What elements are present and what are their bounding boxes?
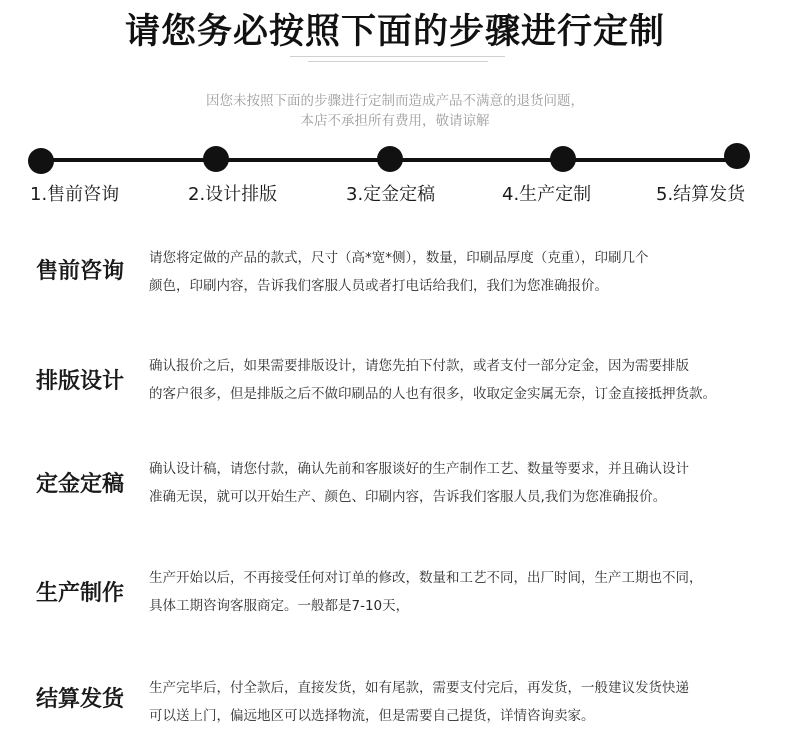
step-dot-3	[377, 146, 403, 172]
step-label-3: 3.定金定稿	[346, 184, 436, 205]
section-body-settlement	[149, 674, 779, 730]
section-body-deposit	[149, 455, 779, 511]
section-text-line: 确认报价之后，如果需要排版设计，请您先拍下付款，或者支付一部分定金，因为需要排版	[149, 358, 689, 374]
section-text-line: 请您将定做的产品的款式，尺寸（高*宽*侧），数量，印刷品厚度（克重），印刷几个	[149, 250, 649, 266]
divider	[308, 61, 488, 62]
section-text-line: 生产开始以后，不再接受任何对订单的修改，数量和工艺不同，出厂时间，生产工期也不同，	[149, 570, 703, 586]
section-text-line: 确认设计稿，请您付款，确认先前和客服谈好的生产制作工艺、数量等要求，并且确认设计	[149, 461, 689, 477]
section-title-deposit: 定金定稿	[36, 472, 125, 497]
step-dot-1	[28, 148, 54, 174]
step-dot-5	[724, 143, 750, 169]
decorative-lines	[290, 56, 505, 66]
section-text-line: 可以送上门，偏远地区可以选择物流，但是需要自己提货，详情咨询卖家。	[149, 708, 595, 724]
section-body-layout-design	[149, 352, 779, 408]
section-body-presale	[149, 244, 779, 300]
section-title-settlement: 结算发货	[36, 687, 125, 712]
section-text-line: 颜色，印刷内容，告诉我们客服人员或者打电话给我们，我们为您准确报价。	[149, 278, 608, 294]
page-title: 请您务必按照下面的步骤进行定制	[124, 12, 665, 52]
step-label-2: 2.设计排版	[188, 184, 278, 205]
section-text-line: 的客户很多，但是排版之后不做印刷品的人也有很多，收取定金实属无奈，订金直接抵押货款。	[149, 386, 716, 402]
section-text-line: 具体工期咨询客服商定。一般都是7-10天，	[149, 598, 410, 614]
step-label-5: 5.结算发货	[656, 184, 746, 205]
section-title-layout-design: 排版设计	[36, 369, 125, 394]
step-dot-2	[203, 146, 229, 172]
section-title-presale: 售前咨询	[36, 259, 125, 284]
notice-line-1: 因您未按照下面的步骤进行定制而造成产品不满意的退货问题，	[206, 93, 584, 109]
step-label-4: 4.生产定制	[502, 184, 592, 205]
section-text-line: 生产完毕后，付全款后，直接发货，如有尾款，需要支付完后，再发货，一般建议发货快递	[149, 680, 689, 696]
section-body-production	[149, 564, 779, 620]
step-label-1: 1.售前咨询	[30, 184, 120, 205]
section-text-line: 准确无误，就可以开始生产、颜色、印刷内容，告诉我们客服人员,我们为您准确报价。	[149, 489, 667, 505]
section-title-production: 生产制作	[36, 581, 125, 606]
step-dot-4	[550, 146, 576, 172]
notice-line-2: 本店不承担所有费用，敬请谅解	[300, 113, 490, 129]
divider	[290, 56, 505, 57]
